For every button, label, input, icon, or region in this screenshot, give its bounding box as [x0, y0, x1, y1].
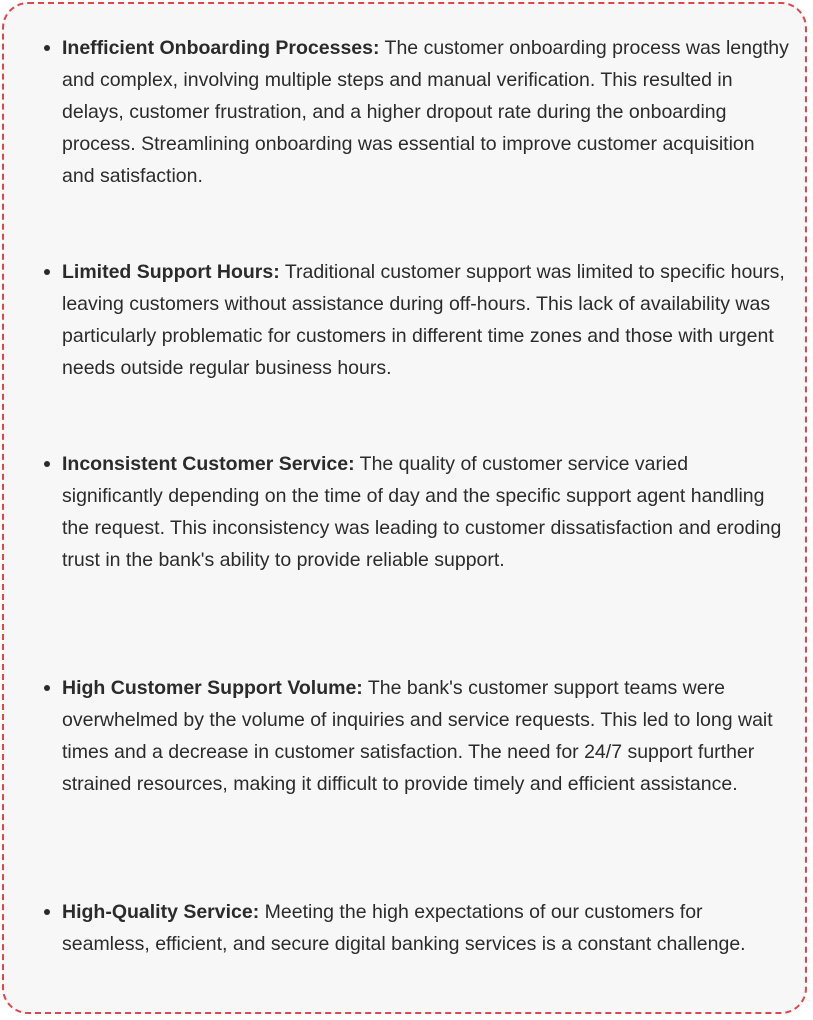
- item-title: Inconsistent Customer Service:: [62, 453, 355, 475]
- list-item: [62, 256, 790, 384]
- item-text: Meeting the high expectations of our customers for seamless, efficient, and secure digital banking services is a constant challenge.: [62, 901, 746, 955]
- bullet-icon: [44, 685, 50, 691]
- item-title: Limited Support Hours:: [62, 261, 280, 283]
- item-title: High Customer Support Volume:: [62, 677, 363, 699]
- bullet-icon: [44, 461, 50, 467]
- item-text: The bank's customer support teams were overwhelmed by the volume of inquiries and service requests. This led to long wait times and a decrease in customer satisfaction. The need for 24/7 support further strained resources, making it difficult to provide timely and efficient assistance.: [62, 677, 773, 795]
- list-item: [62, 896, 790, 960]
- bullet-icon: [44, 909, 50, 915]
- bullet-icon: [44, 269, 50, 275]
- list-item: [62, 448, 790, 576]
- item-title: Inefficient Onboarding Processes:: [62, 37, 380, 59]
- list-item: [62, 672, 790, 800]
- bullet-icon: [44, 45, 50, 51]
- item-text: Traditional customer support was limited to specific hours, leaving customers without assistance during off-hours. This lack of availability was particularly problematic for customers in different time zones and those with urgent needs outside regular business hours.: [62, 261, 785, 379]
- list-item: [62, 32, 790, 192]
- item-title: High-Quality Service:: [62, 901, 260, 923]
- challenges-card: [2, 2, 807, 1014]
- item-text: The customer onboarding process was lengthy and complex, involving multiple steps and manual verification. This resulted in delays, customer frustration, and a higher dropout rate during the onboarding process. Streamlining onboarding was essential to improve customer acquisition and satisfaction.: [62, 37, 789, 187]
- item-text: The quality of customer service varied significantly depending on the time of day and the specific support agent handling the request. This inconsistency was leading to customer dissatisfaction and eroding trust in the bank's ability to provide reliable support.: [62, 453, 782, 571]
